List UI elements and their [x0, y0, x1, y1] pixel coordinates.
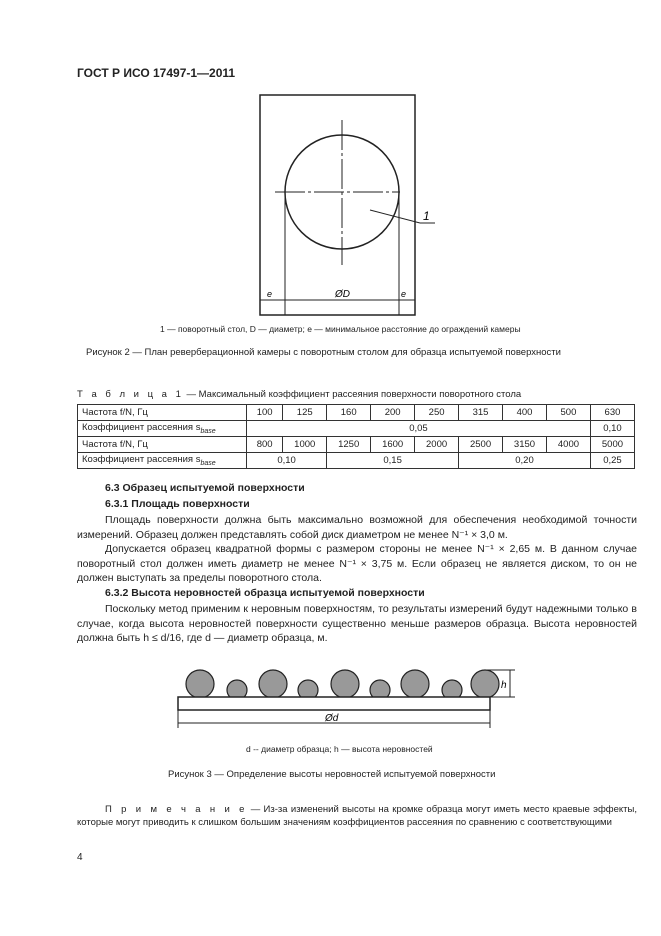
- figure-3-roughness: [170, 660, 530, 732]
- cell: 200: [371, 405, 415, 421]
- cell: 630: [590, 405, 634, 421]
- cell: 160: [327, 405, 371, 421]
- cell: 400: [503, 405, 547, 421]
- figure-2-chamber-plan: [250, 90, 450, 322]
- figure-2-legend: 1 — поворотный стол, D — диаметр; e — минимальное расстояние до ограждений камеры: [160, 324, 521, 334]
- cell: 800: [247, 437, 283, 453]
- figure-3-caption: Рисунок 3 — Определение высоты неровностей испытуемой поверхности: [168, 769, 496, 780]
- cell: Частота f/N, Гц: [78, 405, 247, 421]
- cell: Частота f/N, Гц: [78, 437, 247, 453]
- cell: 3150: [503, 437, 547, 453]
- coef-label: Коэффициент рассеяния s: [82, 422, 201, 434]
- cell: 1250: [327, 437, 371, 453]
- dim-h: h: [501, 680, 507, 691]
- dim-diameter: ØD: [335, 289, 350, 300]
- coef-sub: base: [200, 427, 216, 435]
- section-6-3: 6.3 Образец испытуемой поверхности: [105, 482, 305, 494]
- cell: 500: [546, 405, 590, 421]
- cell: 4000: [546, 437, 590, 453]
- paragraph-1: Площадь поверхности должна быть максимально возможной для обеспечения необходимой точности измерений. Образец должен представлять собой диск диаметром не менее N⁻¹ × 3,0 м.: [77, 514, 637, 541]
- table-row: [78, 405, 635, 421]
- cell: 5000: [590, 437, 634, 453]
- table-row: [78, 453, 635, 469]
- paragraph-2: Допускается образец квадратной формы с размером стороны не менее N⁻¹ × 2,65 м. В данном случае поворотный стол должен иметь диаметр не менее N⁻¹ × 3,75 м. Если образец не является диском, то он не должен выступать за пределы поворотного стола.: [77, 543, 637, 584]
- table-title-text: — Максимальный коэффициент рассеяния поверхности поворотного стола: [183, 389, 522, 400]
- document-header: ГОСТ Р ИСО 17497-1—2011: [77, 66, 236, 80]
- dim-e-left: e: [267, 289, 273, 299]
- scattering-table: [77, 404, 635, 469]
- callout-1: 1: [423, 209, 430, 223]
- table-number: Т а б л и ц а 1: [77, 389, 184, 400]
- cell: 125: [283, 405, 327, 421]
- dim-e-right: e: [401, 289, 407, 299]
- note-text: — Из-за изменений высоты на кромке образца могут иметь место краевые эффекты, которые могут приводить к слишком большим значениям коэффициентов рассеяния по сравнению с соответствующими: [77, 804, 637, 828]
- cell: 100: [247, 405, 283, 421]
- cell: 315: [459, 405, 503, 421]
- cell: 250: [415, 405, 459, 421]
- table-row: [78, 421, 635, 437]
- cell: 0,05: [247, 421, 591, 437]
- section-6-3-1: 6.3.1 Площадь поверхности: [105, 498, 250, 510]
- cell: 0,10: [590, 421, 634, 437]
- paragraph-3: Поскольку метод применим к неровным поверхностям, то результаты измерений будут надежными только в случае, когда высота неровностей поверхности существенно меньше размеров образца. Высота неровностей должна быть h ≤ d/16, где d — диаметр образца, м.: [77, 603, 637, 644]
- note: [77, 803, 637, 829]
- coef-label: Коэффициент рассеяния s: [82, 454, 201, 466]
- cell: 0,25: [590, 453, 634, 469]
- table-title: [77, 389, 521, 400]
- cell: 0,20: [459, 453, 591, 469]
- cell: 0,15: [327, 453, 459, 469]
- dim-d: Ød: [325, 713, 339, 724]
- cell: [78, 421, 247, 437]
- cell: 2500: [459, 437, 503, 453]
- page-number: 4: [77, 852, 83, 863]
- cell: 1000: [283, 437, 327, 453]
- cell: 2000: [415, 437, 459, 453]
- cell: [78, 453, 247, 469]
- table-row: [78, 437, 635, 453]
- figure-2-caption: Рисунок 2 — План реверберационной камеры с поворотным столом для образца испытуемой поверхности: [86, 347, 561, 358]
- cell: 0,10: [247, 453, 327, 469]
- figure-3-legend: d -- диаметр образца; h — высота неровностей: [246, 744, 433, 754]
- coef-sub: base: [200, 459, 216, 467]
- note-label: П р и м е ч а н и е: [105, 804, 248, 815]
- section-6-3-2: 6.3.2 Высота неровностей образца испытуемой поверхности: [105, 587, 425, 599]
- cell: 1600: [371, 437, 415, 453]
